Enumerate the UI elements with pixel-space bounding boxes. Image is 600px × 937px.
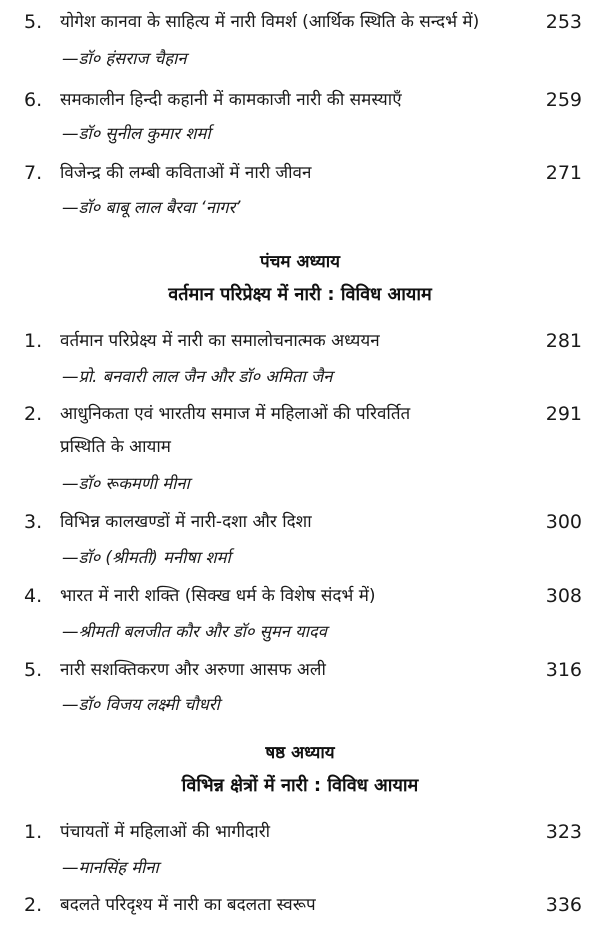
entry-title: वर्तमान परिप्रेक्ष्य में नारी का समालोचनात्मक अध्ययन xyxy=(60,331,380,351)
entry-author: —डॉ० रूकमणी मीना xyxy=(62,474,190,493)
chapter-subheading: वर्तमान परिप्रेक्ष्य में नारी : विविध आयाम xyxy=(168,284,432,305)
entry-page-number: 316 xyxy=(545,659,582,681)
entry-title: पंचायतों में महिलाओं की भागीदारी xyxy=(60,822,271,842)
entry-number: 6. xyxy=(24,89,43,111)
entry-author: —डॉ० (श्रीमती) मनीषा शर्मा xyxy=(62,548,231,567)
chapter-heading: षष्ठ अध्याय xyxy=(265,743,335,763)
entry-number: 5. xyxy=(24,659,43,681)
entry-page-number: 300 xyxy=(545,511,582,533)
entry-page-number: 281 xyxy=(545,330,582,352)
entry-number: 2. xyxy=(24,403,43,425)
entry-number: 3. xyxy=(24,511,43,533)
entry-title: समकालीन हिन्दी कहानी में कामकाजी नारी की समस्याएँ xyxy=(60,90,402,110)
chapter-subheading: विभिन्न क्षेत्रों में नारी : विविध आयाम xyxy=(181,775,419,796)
entry-number: 4. xyxy=(24,585,43,607)
entry-author: —प्रो. बनवारी लाल जैन और डॉ० अमिता जैन xyxy=(62,367,333,386)
entry-author: —डॉ० हंसराज चैहान xyxy=(62,49,187,68)
entry-page-number: 253 xyxy=(545,11,582,33)
entry-author: —डॉ० विजय लक्ष्मी चौधरी xyxy=(62,695,220,714)
entry-page-number: 259 xyxy=(545,89,582,111)
entry-title: भारत में नारी शक्ति (सिक्ख धर्म के विशेष संदर्भ में) xyxy=(60,586,376,606)
entry-author: —श्रीमती बलजीत कौर और डॉ० सुमन यादव xyxy=(62,622,327,641)
entry-author: —डॉ० सुनील कुमार शर्मा xyxy=(62,124,211,143)
entry-number: 2. xyxy=(24,894,43,916)
entry-author: —मानसिंह मीना xyxy=(62,858,159,877)
entry-number: 1. xyxy=(24,821,43,843)
entry-title: विजेन्द्र की लम्बी कविताओं में नारी जीवन xyxy=(60,163,312,183)
entry-page-number: 323 xyxy=(545,821,582,843)
entry-number: 1. xyxy=(24,330,43,352)
entry-title: नारी सशक्तिकरण और अरुणा आसफ अली xyxy=(60,660,326,680)
entry-number: 7. xyxy=(24,162,43,184)
entry-page-number: 291 xyxy=(545,403,582,425)
entry-page-number: 308 xyxy=(545,585,582,607)
entry-number: 5. xyxy=(24,11,43,33)
entry-title: आधुनिकता एवं भारतीय समाज में महिलाओं की परिवर्तित xyxy=(60,404,411,424)
entry-title-line2: प्रस्थिति के आयाम xyxy=(60,437,171,457)
entry-title: विभिन्न कालखण्डों में नारी-दशा और दिशा xyxy=(60,512,312,532)
entry-title: बदलते परिदृश्य में नारी का बदलता स्वरूप xyxy=(60,895,316,915)
entry-page-number: 336 xyxy=(545,894,582,916)
entry-title: योगेश कानवा के साहित्य में नारी विमर्श (आर्थिक स्थिति के सन्दर्भ में) xyxy=(60,12,480,32)
chapter-heading: पंचम अध्याय xyxy=(259,252,341,272)
entry-author: —डॉ० बाबू लाल बैरवा ‘नागर’ xyxy=(62,198,241,217)
entry-page-number: 271 xyxy=(545,162,582,184)
